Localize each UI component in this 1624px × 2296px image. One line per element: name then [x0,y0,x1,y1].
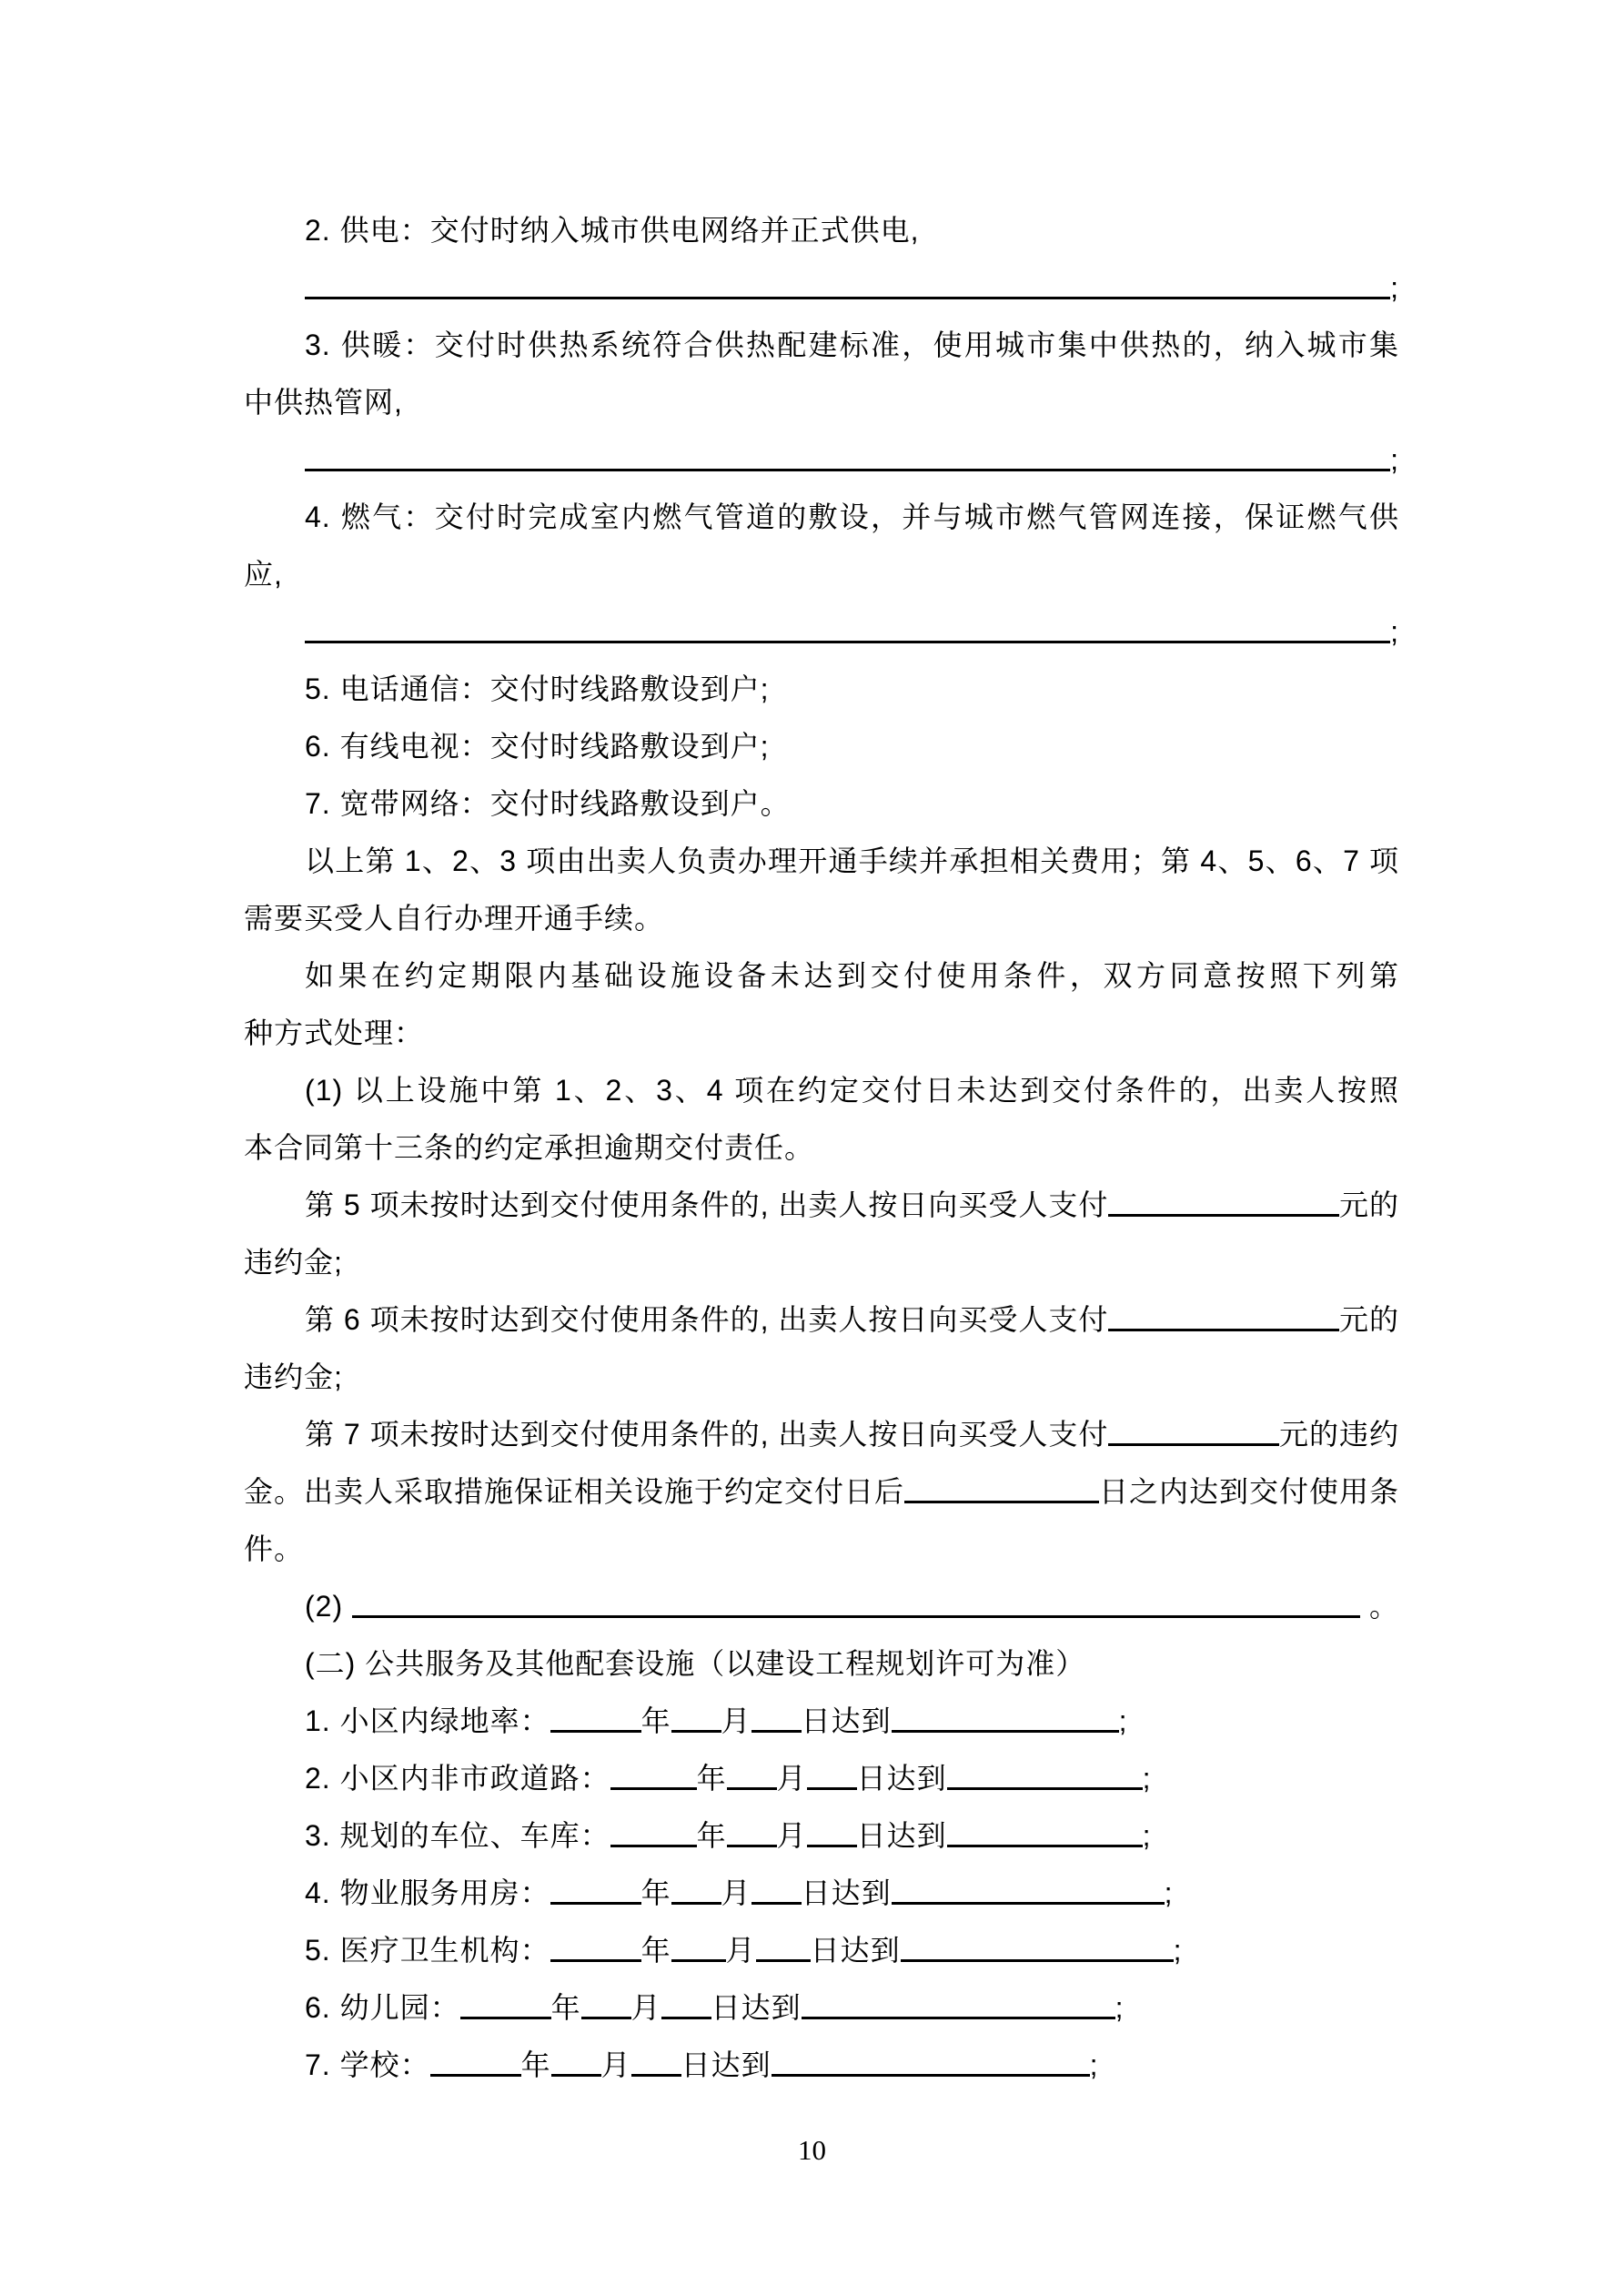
text-segment: ; [1173,1934,1183,1967]
blank-fill-in-field [901,1922,1174,1979]
blank-fill-in-field [661,1979,711,2037]
blank-fill-in-field [352,1578,1360,1635]
text-segment: 7. 宽带网络：交付时线路敷设到户。 [305,787,791,820]
page-number: 10 [798,2134,826,2166]
doc-line [244,833,1399,890]
doc-line [244,775,1399,833]
text-segment: 1. 小区内绿地率： [305,1704,550,1737]
doc-line [244,1062,1399,1119]
text-segment: (2) [305,1590,352,1623]
text-segment: 日达到 [801,1704,892,1737]
text-segment: 日达到 [810,1934,901,1967]
text-segment: 6. 幼儿园： [305,1991,460,2024]
text-segment: 日之内达到交付使用条 [1098,1475,1399,1508]
doc-line [244,1177,1399,1234]
blank-fill-in-field [807,1807,857,1865]
blank-fill-in-field [751,1865,802,1922]
text-segment: 如果在约定期限内基础设施设备未达到交付使用条件，双方同意按照下列第 [305,959,1399,992]
doc-line [244,1865,1399,1922]
text-segment: 年 [550,1991,581,2024]
blank-fill-in-field [430,2037,521,2094]
text-segment: 2. 小区内非市政道路： [305,1762,610,1795]
doc-line [244,1693,1399,1750]
text-segment: 日达到 [711,1991,802,2024]
doc-line [244,1406,1399,1463]
doc-line [244,546,1399,603]
doc-line [244,1005,1399,1062]
blank-fill-in-field [551,2037,601,2094]
text-segment: 年 [641,1934,671,1967]
text-segment: 4. 物业服务用房： [305,1876,550,1909]
blank-fill-in-field [631,2037,681,2094]
blank-fill-in-field [305,259,1390,317]
blank-fill-in-field [751,1693,802,1750]
doc-line [244,259,1399,317]
doc-line [244,374,1399,431]
blank-fill-in-field [892,1865,1165,1922]
text-segment: ; [1142,1762,1152,1795]
doc-line [244,1578,1399,1635]
text-segment: 中供热管网, [244,386,403,419]
text-segment: 5. 电话通信：交付时线路敷设到户; [305,673,770,705]
blank-fill-in-field [802,1979,1115,2037]
blank-fill-in-field [947,1807,1143,1865]
doc-line [244,1922,1399,1979]
text-segment: 元的违约 [1278,1418,1399,1451]
text-segment: 年 [641,1876,671,1909]
doc-line [244,1291,1399,1349]
text-segment: ; [1390,443,1399,476]
text-segment: 本合同第十三条的约定承担逾期交付责任。 [244,1131,815,1164]
blank-fill-in-field [1108,1291,1339,1349]
doc-line [244,1349,1399,1406]
text-segment: 6. 有线电视：交付时线路敷设到户; [305,730,770,763]
blank-fill-in-field [305,603,1390,661]
blank-fill-in-field [727,1750,777,1807]
text-segment: (二) 公共服务及其他配套设施（以建设工程规划许可为准） [305,1647,1086,1680]
text-segment: 7. 学校： [305,2048,430,2081]
doc-line [244,489,1399,546]
doc-line [244,1807,1399,1865]
doc-line [244,947,1399,1005]
text-segment: 件。 [244,1532,305,1565]
text-segment: 第 7 项未按时达到交付使用条件的, 出卖人按日向买受人支付 [305,1418,1109,1451]
doc-line [244,1750,1399,1807]
text-segment: 年 [520,2048,551,2081]
doc-line [244,1635,1399,1693]
doc-line [244,1234,1399,1291]
text-segment: 元的 [1338,1188,1399,1221]
blank-fill-in-field [772,2037,1090,2094]
text-segment: 月 [776,1819,807,1852]
blank-fill-in-field [756,1922,811,1979]
text-segment: 需要买受人自行办理开通手续。 [244,902,665,935]
text-segment: ; [1142,1819,1152,1852]
doc-line [244,718,1399,775]
doc-line [244,1463,1399,1521]
blank-fill-in-field [671,1693,721,1750]
text-segment: 2. 供电：交付时纳入城市供电网络并正式供电, [305,214,920,247]
blank-fill-in-field [550,1865,641,1922]
blank-fill-in-field [947,1750,1143,1807]
blank-fill-in-field [671,1922,726,1979]
blank-fill-in-field [807,1750,857,1807]
text-segment: 以上第 1、2、3 项由出卖人负责办理开通手续并承担相关费用；第 4、5、6、7 项 [305,845,1399,877]
text-segment: 月 [725,1934,756,1967]
text-segment: 年 [696,1819,727,1852]
text-segment: 3. 供暖：交付时供热系统符合供热配建标准，使用城市集中供热的，纳入城市集 [305,329,1399,361]
blank-fill-in-field [727,1807,777,1865]
text-segment: 日达到 [801,1876,892,1909]
blank-fill-in-field [904,1463,1099,1521]
text-segment: ; [1390,615,1399,648]
text-segment: 月 [776,1762,807,1795]
text-segment: ; [1164,1876,1174,1909]
text-segment: 月 [630,1991,661,2024]
doc-line [244,202,1399,259]
blank-fill-in-field [671,1865,721,1922]
doc-line [244,603,1399,661]
blank-fill-in-field [892,1693,1119,1750]
text-segment: 。 [1360,1590,1399,1623]
text-segment: ; [1118,1704,1128,1737]
blank-fill-in-field [1108,1406,1279,1463]
blank-fill-in-field [610,1750,697,1807]
text-segment: 日达到 [856,1762,947,1795]
doc-line [244,1979,1399,2037]
doc-line [244,431,1399,489]
text-segment: 月 [721,1876,751,1909]
text-segment: 金。出卖人采取措施保证相关设施于约定交付日后 [244,1475,905,1508]
text-segment: 3. 规划的车位、车库： [305,1819,610,1852]
text-segment: 违约金; [244,1246,343,1279]
doc-line [244,1521,1399,1578]
doc-line [244,2037,1399,2094]
text-segment: 年 [641,1704,671,1737]
blank-fill-in-field [1108,1177,1339,1234]
text-segment: 种方式处理： [244,1017,425,1049]
document-body [244,202,1399,2094]
text-segment: 日达到 [681,2048,772,2081]
doc-line [244,1119,1399,1177]
text-segment: ; [1390,271,1399,304]
blank-fill-in-field [305,431,1390,489]
text-segment: 5. 医疗卫生机构： [305,1934,550,1967]
blank-fill-in-field [610,1807,697,1865]
text-segment: 违约金; [244,1360,343,1393]
text-segment: (1) 以上设施中第 1、2、3、4 项在约定交付日未达到交付条件的，出卖人按照 [305,1074,1399,1107]
doc-line [244,661,1399,718]
text-segment: 应, [244,558,283,591]
text-segment: 4. 燃气：交付时完成室内燃气管道的敷设，并与城市燃气管网连接，保证燃气供 [305,501,1399,533]
blank-fill-in-field [550,1693,641,1750]
text-segment: 月 [600,2048,631,2081]
text-segment: 月 [721,1704,751,1737]
blank-fill-in-field [581,1979,631,2037]
doc-line [244,317,1399,374]
text-segment: ; [1115,1991,1125,2024]
doc-line [244,890,1399,947]
text-segment: 第 6 项未按时达到交付使用条件的, 出卖人按日向买受人支付 [305,1303,1109,1336]
text-segment: 年 [696,1762,727,1795]
text-segment: 元的 [1338,1303,1399,1336]
text-segment: 日达到 [856,1819,947,1852]
text-segment: ; [1089,2048,1099,2081]
blank-fill-in-field [460,1979,551,2037]
text-segment: 第 5 项未按时达到交付使用条件的, 出卖人按日向买受人支付 [305,1188,1109,1221]
blank-fill-in-field [550,1922,641,1979]
